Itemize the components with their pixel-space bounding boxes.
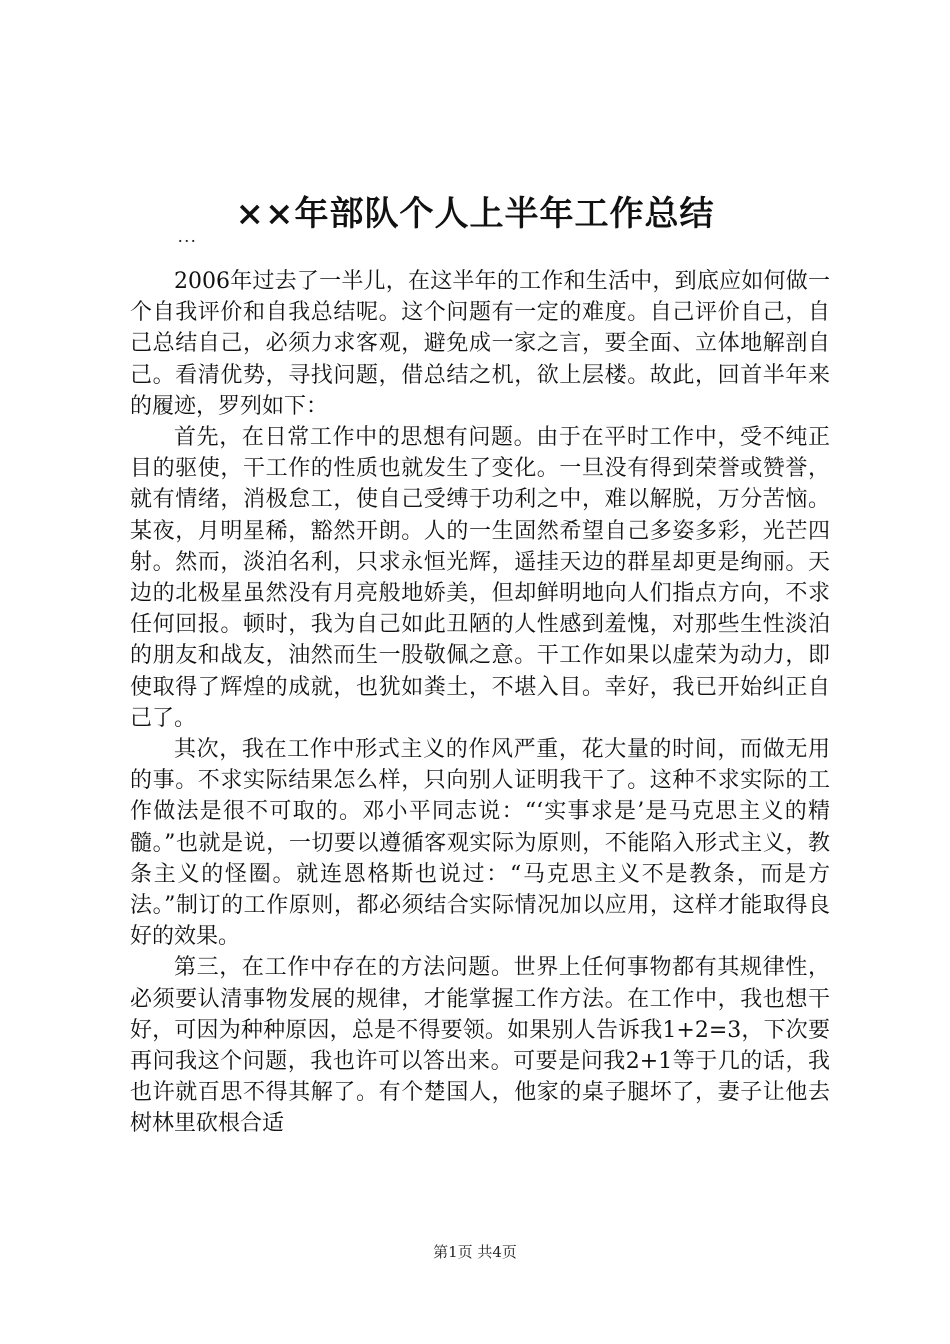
paragraph: 2006年过去了一半儿，在这半年的工作和生活中，到底应如何做一个自我评价和自我总结呢。这个问题有一定的难度。自己评价自己，自己总结自己，必须力求客观，避免成一家之言，要全面、立体地解剖自己。看清优势，寻找问题，借总结之机，欲上层楼。故此，回首半年来的履迹，罗列如下： [130,269,830,419]
paragraph: 首先，在日常工作中的思想有问题。由于在平时工作中，受不纯正目的驱使，干工作的性质也就发生了变化。一旦没有得到荣誉或赞誉，就有情绪，消极怠工，使自己受缚于功利之中，难以解脱，万分苦恼。某夜，月明星稀，豁然开朗。人的一生固然希望自己多姿多彩，光芒四射。然而，淡泊名利，只求永恒光辉，遥挂天边的群星却更是绚丽。天边的北极星虽然没有月亮般地娇美，但却鲜明地向人们指点方向，不求任何回报。顿时，我为自己如此丑陋的人性感到羞愧，对那些生性淡泊的朋友和战友，油然而生一股敬佩之意。干工作如果以虚荣为动力，即使取得了辉煌的成就，也犹如粪土，不堪入目。幸好，我已开始纠正自己了。 [130,425,830,731]
document-title: ××年部队个人上半年工作总结 [235,194,715,234]
ellipsis-text: ... [178,226,198,246]
paragraph: 其次，我在工作中形式主义的作风严重，花大量的时间，而做无用的事。不求实际结果怎么样，只向别人证明我干了。这种不求实际的工作做法是很不可取的。邓小平同志说：“‘实事求是’是马克思主义的精髓。”也就是说，一切要以遵循客观实际为原则，不能陷入形式主义，教条主义的怪圈。就连恩格斯也说过：“马克思主义不是教条，而是方法。”制订的工作原则，都必须结合实际情况加以应用，这样才能取得良好的效果。 [130,737,830,950]
document-body [130,266,830,1140]
page-number-footer: 第1页 共4页 [433,1243,517,1261]
paragraph: 第三，在工作中存在的方法问题。世界上任何事物都有其规律性，必须要认清事物发展的规律，才能掌握工作方法。在工作中，我也想干好，可因为种种原因，总是不得要领。如果别人告诉我1+2=3，下次要再问我这个问题，我也许可以答出来。可要是问我2+1等于几的话，我也许就百思不得其解了。有个楚国人，他家的桌子腿坏了，妻子让他去树林里砍根合适 [130,955,830,1137]
